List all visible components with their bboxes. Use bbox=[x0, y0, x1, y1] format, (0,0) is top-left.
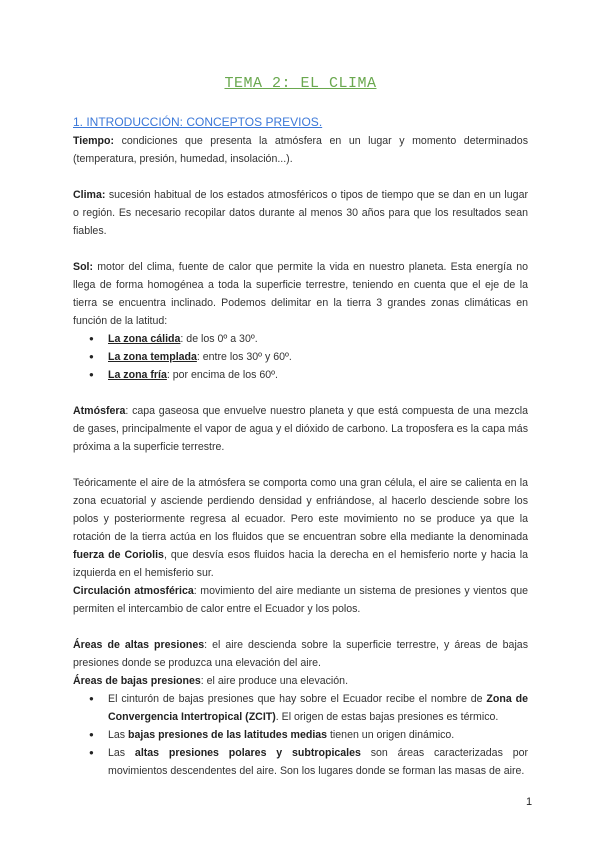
term-atmosfera: Atmósfera bbox=[73, 405, 126, 417]
term-clima: Clima: bbox=[73, 189, 106, 201]
presiones-list bbox=[73, 690, 528, 780]
teoria-text-end: , que desvía esos fluidos hacia la derecha en el hemisferio norte y hacia la izquierda en el hemisferio sur. bbox=[73, 549, 528, 579]
zona-text: : de los 0º a 30º. bbox=[180, 333, 258, 345]
definition-bajas: : el aire produce una elevación. bbox=[200, 675, 349, 687]
term-tiempo: Tiempo: bbox=[73, 135, 115, 147]
term-sol: Sol: bbox=[73, 261, 94, 273]
paragraph-atmosfera bbox=[73, 402, 528, 456]
definition-atmosfera: : capa gaseosa que envuelve nuestro planeta y que está compuesta de una mezcla de gases, principalmente el vapor de agua y el dióxido de carbono. La troposfera es la capa más próxima a la superficie terrestre. bbox=[73, 405, 528, 453]
item-bold: bajas presiones de las latitudes medias bbox=[128, 729, 328, 741]
zona-text: : por encima de los 60º. bbox=[166, 369, 278, 381]
paragraph-sol bbox=[73, 258, 528, 330]
document-title: TEMA 2: EL CLIMA bbox=[224, 75, 377, 92]
definition-altas: : el aire descienda sobre la superficie terrestre, y áreas de bajas presiones donde se produzca una elevación del aire. bbox=[73, 639, 528, 669]
item-text-end: tienen un origen dinámico. bbox=[327, 729, 455, 741]
definition-tiempo: condiciones que presenta la atmósfera en un lugar y momento determinados (temperatura, presión, humedad, insolación...). bbox=[73, 135, 528, 165]
zona-name: La zona cálida bbox=[108, 333, 181, 345]
list-item bbox=[108, 744, 528, 780]
term-circulacion: Circulación atmosférica bbox=[73, 585, 194, 597]
zona-name: La zona templada bbox=[108, 351, 197, 363]
definition-sol: motor del clima, fuente de calor que permite la vida en nuestro planeta. Esta energía no llega de forma homogénea a toda la superficie terrestre, teniendo en cuenta que el eje de la tierra se encuentra inclinado. Podemos delimitar en la tierra 3 grandes zonas climáticas en función de la latitud: bbox=[73, 261, 528, 327]
item-text: Las bbox=[108, 729, 129, 741]
item-text-end: . El origen de estas bajas presiones es térmico. bbox=[275, 711, 499, 723]
term-altas: Áreas de altas presiones bbox=[73, 639, 205, 651]
paragraph-clima bbox=[73, 186, 528, 240]
paragraph-bajas bbox=[73, 672, 528, 690]
document-body bbox=[73, 112, 528, 780]
zona-text: : entre los 30º y 60º. bbox=[196, 351, 292, 363]
paragraph-teoria bbox=[73, 474, 528, 582]
list-item bbox=[108, 348, 528, 366]
zona-name: La zona fría bbox=[108, 369, 167, 381]
list-item bbox=[108, 330, 528, 348]
paragraph-tiempo bbox=[73, 132, 528, 168]
paragraph-altas bbox=[73, 636, 528, 672]
item-bold: Zona de Convergencia Intertropical (ZCIT) bbox=[108, 693, 528, 723]
section-heading: 1. INTRODUCCIÓN: CONCEPTOS PREVIOS. bbox=[73, 115, 323, 129]
item-bold: altas presiones polares y subtropicales bbox=[134, 747, 361, 759]
teoria-text: Teóricamente el aire de la atmósfera se comporta como una gran célula, el aire se calienta en la zona ecuatorial y asciende perdiendo densidad y enfriándose, al hacerlo desciende sobre los polos y posteriormente regresa al ecuador. Pero este movimiento no se produce ya que la rotación de la tierra actúa en los fluidos que se encuentran sobre ella mediante la denominada bbox=[73, 477, 528, 543]
page-number: 1 bbox=[526, 796, 533, 808]
item-text-end: son áreas caracterizadas por movimientos descendentes del aire. Son los lugares donde se forman las masas de aire. bbox=[108, 747, 529, 777]
item-text: El cinturón de bajas presiones que hay sobre el Ecuador recibe el nombre de bbox=[108, 693, 487, 705]
list-item bbox=[108, 366, 528, 384]
list-item bbox=[108, 690, 528, 726]
definition-circulacion: : movimiento del aire mediante un sistema de presiones y vientos que permiten el intercambio de calor entre el Ecuador y los polos. bbox=[73, 585, 528, 615]
item-text: Las bbox=[108, 747, 135, 759]
definition-clima: sucesión habitual de los estados atmosféricos o tipos de tiempo que se dan en un lugar o región. Es necesario recopilar datos durante al menos 30 años para que los resultados sean fiables. bbox=[73, 189, 528, 237]
zonas-list bbox=[73, 330, 528, 384]
term-coriolis: fuerza de Coriolis bbox=[73, 549, 164, 561]
term-bajas: Áreas de bajas presiones bbox=[73, 675, 201, 687]
paragraph-circulacion bbox=[73, 582, 528, 618]
list-item bbox=[108, 726, 528, 744]
